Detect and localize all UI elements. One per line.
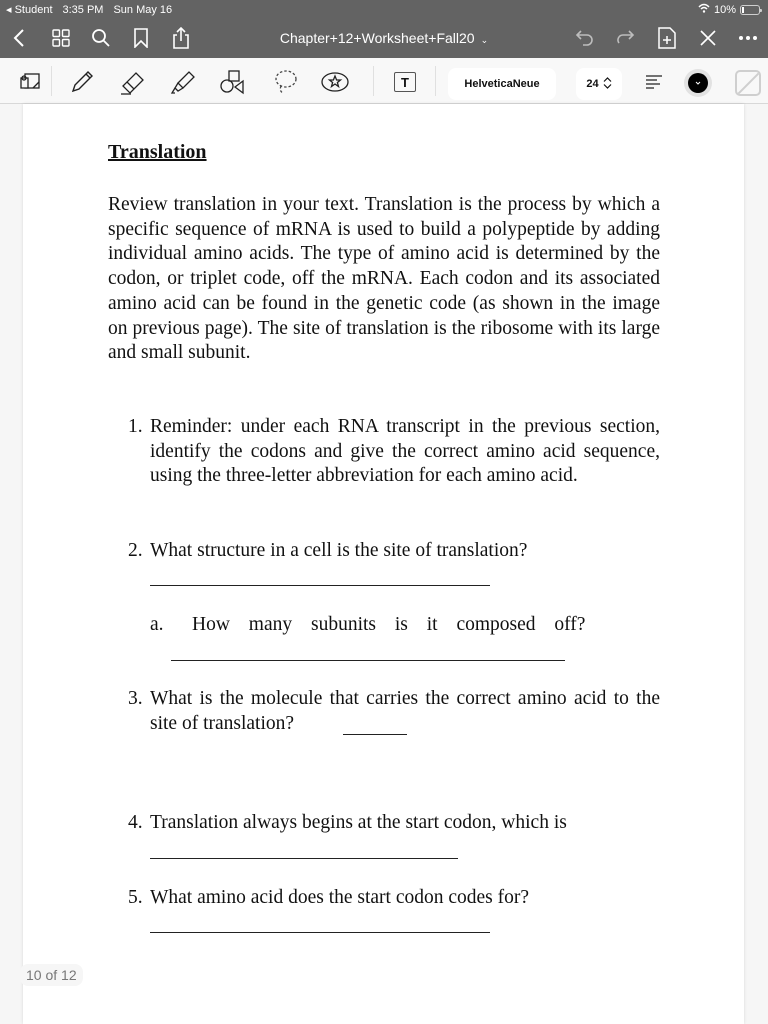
toolbar-divider (373, 66, 374, 96)
question-text: What structure in a cell is the site of translation? (150, 540, 528, 561)
text-tool-icon[interactable] (390, 67, 420, 97)
question-2a (150, 613, 660, 638)
font-size-value: 24 (586, 78, 599, 90)
battery-percent: 10% (713, 3, 736, 16)
stamp-tool-icon[interactable] (15, 67, 45, 97)
navigation-bar (0, 22, 768, 56)
color-picker-button[interactable] (684, 69, 712, 97)
intro-paragraph: Review translation in your text. Translation is the process by which a specific sequence of mRNA is used to build a polypeptide by adding individual amino acids. The type of amino acid is determined by the codon, or triplet code, off the mRNA. Each codon and its associated amino acid can be found in the genetic code (as shown in the image on previous page). The site of translation is the ribosome with its large and small subunit. (108, 194, 660, 364)
thumbnails-icon[interactable] (48, 25, 74, 51)
align-left-icon[interactable] (639, 67, 669, 97)
question-number: 4. (128, 812, 143, 833)
share-icon[interactable] (168, 25, 194, 51)
lasso-tool-icon[interactable] (271, 67, 301, 97)
answer-blank-3[interactable] (343, 734, 407, 735)
answer-blank-4[interactable] (150, 858, 458, 859)
bookmark-icon[interactable] (128, 25, 154, 51)
question-text: What is the molecule that carries the correct amino acid to the site of translation? (150, 688, 660, 734)
annotation-toolbar (0, 58, 768, 104)
question-2 (128, 539, 660, 564)
font-size-selector[interactable] (576, 68, 622, 100)
redo-icon[interactable] (612, 25, 638, 51)
wifi-icon (698, 3, 710, 16)
chevron-down-icon: ⌄ (480, 35, 489, 45)
status-date: Sun May 16 (113, 3, 173, 16)
answer-blank-2[interactable] (150, 585, 490, 586)
question-text: Reminder: under each RNA transcript in the previous section, identify the codons and give the correct amino acid sequence, using the three-letter abbreviation for each amino acid. (150, 416, 660, 487)
sticker-tool-icon[interactable] (320, 67, 350, 97)
question-number: 5. (128, 887, 143, 908)
document-title-menu[interactable] (280, 30, 488, 46)
document-title (0, 30, 768, 46)
answer-blank-2a[interactable] (171, 660, 565, 661)
toolbar-divider (435, 66, 436, 96)
add-page-icon[interactable] (654, 25, 680, 51)
question-text: What amino acid does the start codon codes for? (150, 887, 530, 908)
back-to-app-link[interactable]: ◂ Student (6, 4, 53, 16)
text-tool-label: T (394, 72, 416, 92)
question-text: How many subunits is it composed off? (192, 614, 586, 635)
document-title-text: Chapter+12+Worksheet+Fall20 (279, 30, 475, 46)
eraser-tool-icon[interactable] (118, 67, 148, 97)
question-3 (128, 687, 660, 736)
question-number: 1. (128, 416, 143, 437)
more-icon[interactable] (735, 25, 761, 51)
fill-none-button[interactable] (735, 70, 761, 96)
toolbar-divider (51, 66, 52, 96)
stepper-icon (603, 77, 612, 92)
chevron-down-icon (695, 81, 701, 85)
pen-tool-icon[interactable] (67, 67, 97, 97)
question-1 (128, 415, 660, 489)
status-time: 3:35 PM (62, 3, 104, 16)
battery-icon (740, 5, 760, 15)
section-heading: Translation (108, 141, 207, 163)
highlighter-tool-icon[interactable] (168, 67, 198, 97)
close-icon[interactable] (695, 25, 721, 51)
question-5 (128, 886, 660, 911)
search-icon[interactable] (88, 25, 114, 51)
top-bar (0, 0, 768, 58)
undo-icon[interactable] (572, 25, 598, 51)
page-indicator[interactable]: 10 of 12 (20, 964, 83, 986)
question-number: a. (150, 614, 164, 635)
shapes-tool-icon[interactable] (218, 67, 248, 97)
font-family-value: HelveticaNeue (464, 78, 540, 90)
question-4 (128, 811, 660, 836)
color-swatch (688, 73, 708, 93)
status-bar (0, 0, 768, 18)
question-number: 2. (128, 540, 143, 561)
question-number: 3. (128, 688, 143, 709)
document-page (23, 104, 744, 1024)
font-family-selector[interactable] (448, 68, 556, 100)
question-text: Translation always begins at the start codon, which is (150, 812, 567, 833)
answer-blank-5[interactable] (150, 932, 490, 933)
back-icon[interactable] (6, 25, 32, 51)
